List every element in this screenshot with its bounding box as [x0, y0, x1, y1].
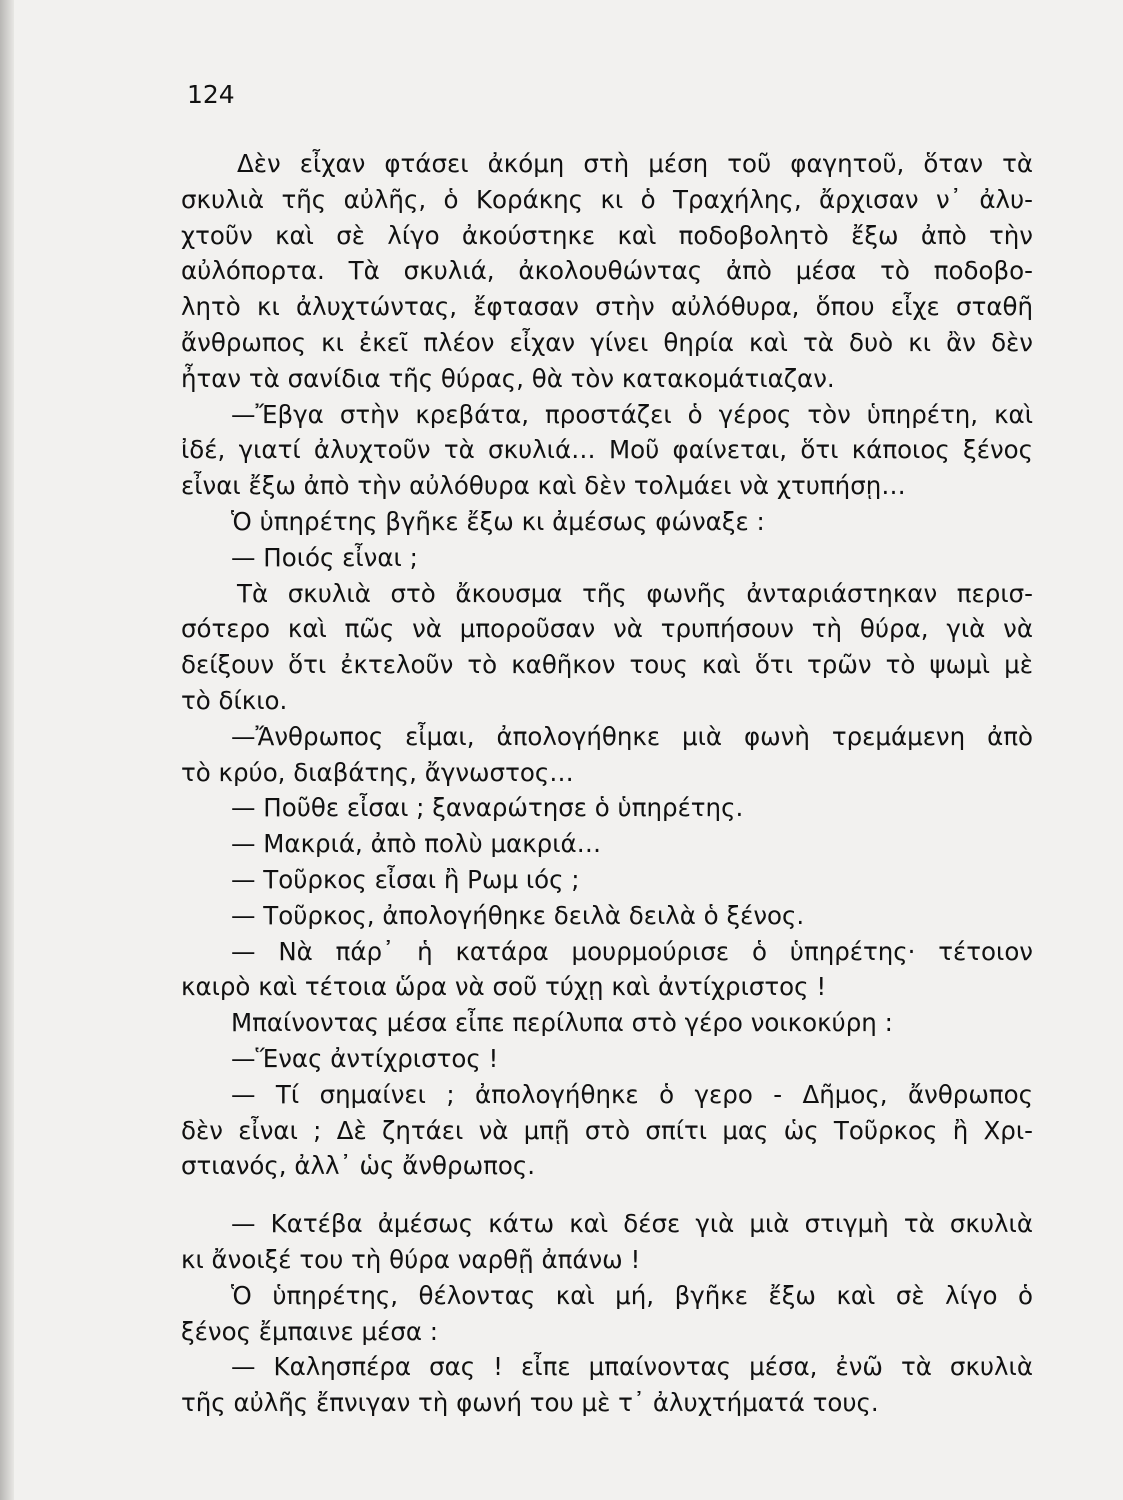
text-line: δείξουν ὅτι ἐκτελοῦν τὸ καθῆκον τους καὶ ὅτι τρῶν τὸ ψωμὶ μὲ: [181, 650, 1033, 680]
body-text: [181, 146, 1033, 1421]
text-line: —Ἕνας ἀντίχριστος !: [231, 1043, 499, 1073]
text-line: Δὲν εἶχαν φτάσει ἀκόμη στὴ μέση τοῦ φαγητοῦ, ὅταν τὰ: [237, 149, 1033, 178]
text-line: — Ποιός εἶναι ;: [231, 542, 418, 572]
text-line: —Ἄνθρωπος εἶμαι, ἀπολογήθηκε μιὰ φωνὴ τρεμάμενη ἀπὸ: [231, 721, 1033, 751]
text-line: Τὰ σκυλιὰ στὸ ἄκουσμα τῆς φωνῆς ἀνταριάστηκαν περισ-: [237, 578, 1033, 608]
page-edge-shadow: [0, 0, 14, 1500]
text-line: χτοῦν καὶ σὲ λίγο ἀκούστηκε καὶ ποδοβολητὸ ἔξω ἀπὸ τὴν: [181, 220, 1033, 250]
text-line: — Τί σημαίνει ; ἀπολογήθηκε ὁ γερο - Δῆμος, ἄνθρωπος: [231, 1079, 1033, 1109]
text-line: εἶναι ἔξω ἀπὸ τὴν αὐλόθυρα καὶ δὲν τολμάει νὰ χτυπήσῃ…: [181, 471, 906, 501]
text-line: ξένος ἔμπαινε μέσα :: [181, 1316, 439, 1346]
text-line: καιρὸ καὶ τέτοια ὥρα νὰ σοῦ τύχῃ καὶ ἀντίχριστος !: [181, 972, 827, 1002]
text-line: αὐλόπορτα. Τὰ σκυλιά, ἀκολουθώντας ἀπὸ μέσα τὸ ποδοβο-: [181, 256, 1033, 286]
text-line: — Καλησπέρα σας ! εἶπε μπαίνοντας μέσα, ἐνῶ τὰ σκυλιὰ: [231, 1352, 1033, 1382]
text-line: ἦταν τὰ σανίδια τῆς θύρας, θὰ τὸν κατακομάτιαζαν.: [181, 363, 835, 393]
text-line: Ὁ ὑπηρέτης, θέλοντας καὶ μή, βγῆκε ἔξω καὶ σὲ λίγο ὁ: [231, 1280, 1033, 1310]
text-line: ἰδέ, γιατί ἀλυχτοῦν τὰ σκυλιά… Μοῦ φαίνεται, ὅτι κάποιος ξένος: [181, 435, 1033, 465]
text-line: —Ἔβγα στὴν κρεβάτα, προστάζει ὁ γέρος τὸν ὑπηρέτη, καὶ: [231, 399, 1033, 429]
text-line: — Ποῦθε εἶσαι ; ξαναρώτησε ὁ ὑπηρέτης.: [231, 793, 744, 823]
text-line: τὸ δίκιο.: [181, 685, 288, 715]
paragraph-gap: [181, 1184, 1033, 1206]
text-line: σκυλιὰ τῆς αὐλῆς, ὁ Κοράκης κι ὁ Τραχήλης, ἄρχισαν ν᾽ ἀλυ-: [181, 184, 1033, 214]
text-line: τὸ κρύο, διαβάτης, ἄγνωστος…: [181, 757, 574, 787]
text-line: κι ἄνοιξέ του τὴ θύρα ναρθῇ ἀπάνω !: [181, 1244, 641, 1274]
text-line: ἄνθρωπος κι ἐκεῖ πλέον εἶχαν γίνει θηρία καὶ τὰ δυὸ κι ἂν δὲν: [181, 327, 1033, 357]
text-line: στιανός, ἀλλ᾽ ὡς ἄνθρωπος.: [181, 1151, 536, 1181]
text-line: Μπαίνοντας μέσα εἶπε περίλυπα στὸ γέρο νοικοκύρη :: [231, 1008, 893, 1038]
text-line: — Κατέβα ἀμέσως κάτω καὶ δέσε γιὰ μιὰ στιγμὴ τὰ σκυλιὰ: [231, 1209, 1033, 1239]
text-line: — Τοῦρκος εἶσαι ἢ Ρωμ ιός ;: [231, 864, 580, 894]
text-line: — Νὰ πάρ᾽ ἡ κατάρα μουρμούρισε ὁ ὑπηρέτης· τέτοιον: [231, 936, 1033, 966]
page-number: 124: [187, 80, 235, 109]
text-line: λητὸ κι ἀλυχτώντας, ἔφτασαν στὴν αὐλόθυρα, ὅπου εἶχε σταθῆ: [181, 292, 1033, 322]
text-line: Ὁ ὑπηρέτης βγῆκε ἔξω κι ἀμέσως φώναξε :: [231, 506, 765, 536]
text-line: — Μακριά, ἀπὸ πολὺ μακριά…: [231, 829, 602, 859]
text-line: — Τοῦρκος, ἀπολογήθηκε δειλὰ δειλὰ ὁ ξένος.: [231, 900, 805, 930]
text-line: δὲν εἶναι ; Δὲ ζητάει νὰ μπῇ στὸ σπίτι μας ὡς Τοῦρκος ἢ Χρι-: [181, 1115, 1033, 1145]
text-line: τῆς αὐλῆς ἔπνιγαν τὴ φωνή του μὲ τ᾽ ἀλυχτήματά τους.: [181, 1388, 879, 1418]
text-line: σότερο καὶ πῶς νὰ μποροῦσαν νὰ τρυπήσουν τὴ θύρα, γιὰ νὰ: [181, 614, 1033, 644]
